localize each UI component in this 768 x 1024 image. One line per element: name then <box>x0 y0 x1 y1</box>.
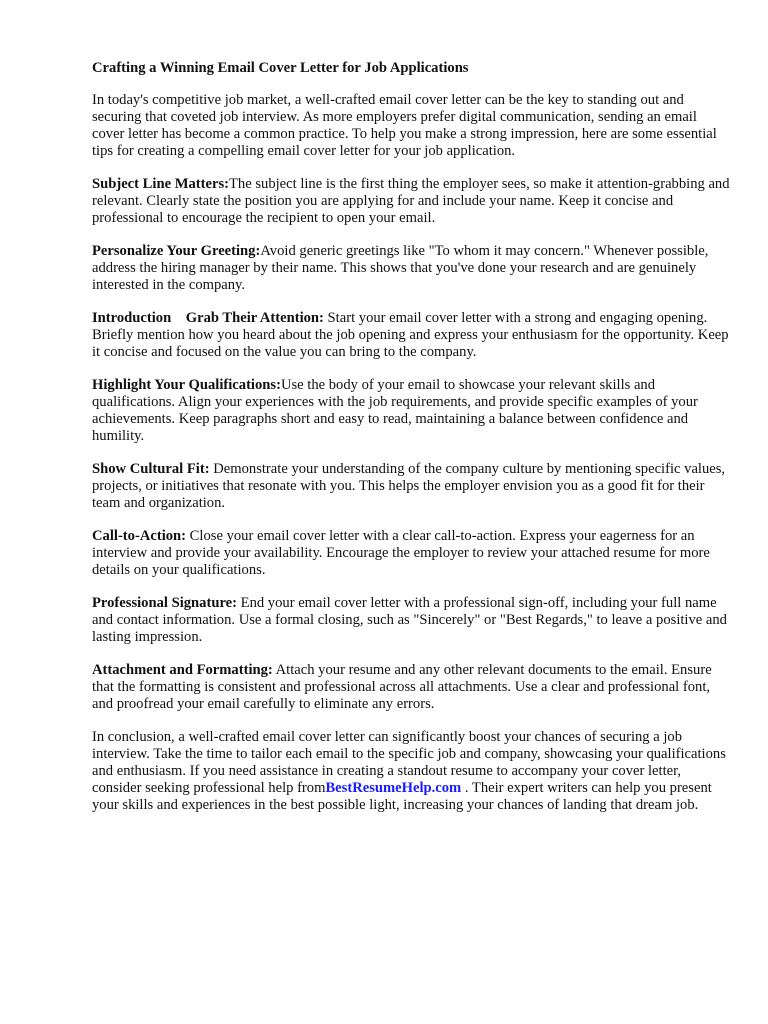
section-body: Demonstrate your understanding of the company culture by mentioning specific values, projects, or initiatives that resonate with you. This helps the employer envision you as a good fit for their team and organization. <box>92 461 726 511</box>
section-attachment-formatting <box>92 662 732 713</box>
section-call-to-action <box>92 528 732 579</box>
section-body: Avoid generic greetings like "To whom it may concern." Whenever possible, address the hiring manager by their name. This shows that you've done your research and are genuinely interested in the company. <box>92 243 709 293</box>
section-highlight-qualifications <box>92 377 732 445</box>
section-body: Attach your resume and any other relevant documents to the email. Ensure that the formatting is consistent and professional across all attachments. Use a clear and professional font, and proofread your email carefully to eliminate any errors. <box>92 662 712 712</box>
conclusion-text: In conclusion, a well-crafted email cover letter can significantly boost your chances of securing a job interview. Take the time to tailor each email to the specific job and company, showcasing your qualifications and enthusiasm. If you need assistance in creating a standout resume to accompany your cover letter, consider seeking professional help from <box>92 729 726 796</box>
section-heading: Call-to-Action: <box>92 528 187 544</box>
section-introduction <box>92 310 732 361</box>
section-heading: Highlight Your Qualifications: <box>92 377 281 393</box>
section-body: Close your email cover letter with a clear call-to-action. Express your eagerness for an interview and provide your availability. Encourage the employer to review your attached resume for more details on your qualifications. <box>92 528 710 578</box>
section-professional-signature <box>92 595 732 646</box>
section-heading: Introduction Grab Their Attention: <box>92 310 324 326</box>
section-heading: Professional Signature: <box>92 595 237 611</box>
document-page <box>92 60 732 830</box>
section-body: Start your email cover letter with a strong and engaging opening. Briefly mention how you heard about the job opening and express your enthusiasm for the opportunity. Keep it concise and focused on the value you can bring to the company. <box>92 310 729 360</box>
section-body: Use the body of your email to showcase your relevant skills and qualifications. Align your experiences with the job requirements, and provide specific examples of your achievements. Keep paragraphs short and easy to read, maintaining a balance between confidence and humility. <box>92 377 698 444</box>
section-body: The subject line is the first thing the employer sees, so make it attention-grabbing and relevant. Clearly state the position you are applying for and include your name. Keep it concise and professional to encourage the recipient to open your email. <box>92 176 730 226</box>
section-heading: Subject Line Matters: <box>92 176 229 192</box>
section-heading: Show Cultural Fit: <box>92 461 210 477</box>
document-title: Crafting a Winning Email Cover Letter for Job Applications <box>92 60 469 76</box>
section-personalize-greeting <box>92 243 732 294</box>
best-resume-help-link[interactable]: BestResumeHelp.com <box>325 780 462 796</box>
conclusion-paragraph <box>92 729 732 814</box>
section-subject-line <box>92 176 732 227</box>
section-heading: Attachment and Formatting: <box>92 662 273 678</box>
section-heading: Personalize Your Greeting: <box>92 243 261 259</box>
section-cultural-fit <box>92 461 732 512</box>
intro-paragraph: In today's competitive job market, a well-crafted email cover letter can be the key to standing out and securing that coveted job interview. As more employers prefer digital communication, sending an email cover letter has become a common practice. To help you make a strong impression, here are some essential tips for creating a compelling email cover letter for your job application. <box>92 92 717 159</box>
section-body: End your email cover letter with a professional sign-off, including your full name and contact information. Use a formal closing, such as "Sincerely" or "Best Regards," to leave a positive and lasting impression. <box>92 595 727 645</box>
conclusion-text-end: . Their expert writers can help you present your skills and experiences in the best possible light, increasing your chances of landing that dream job. <box>92 780 712 813</box>
